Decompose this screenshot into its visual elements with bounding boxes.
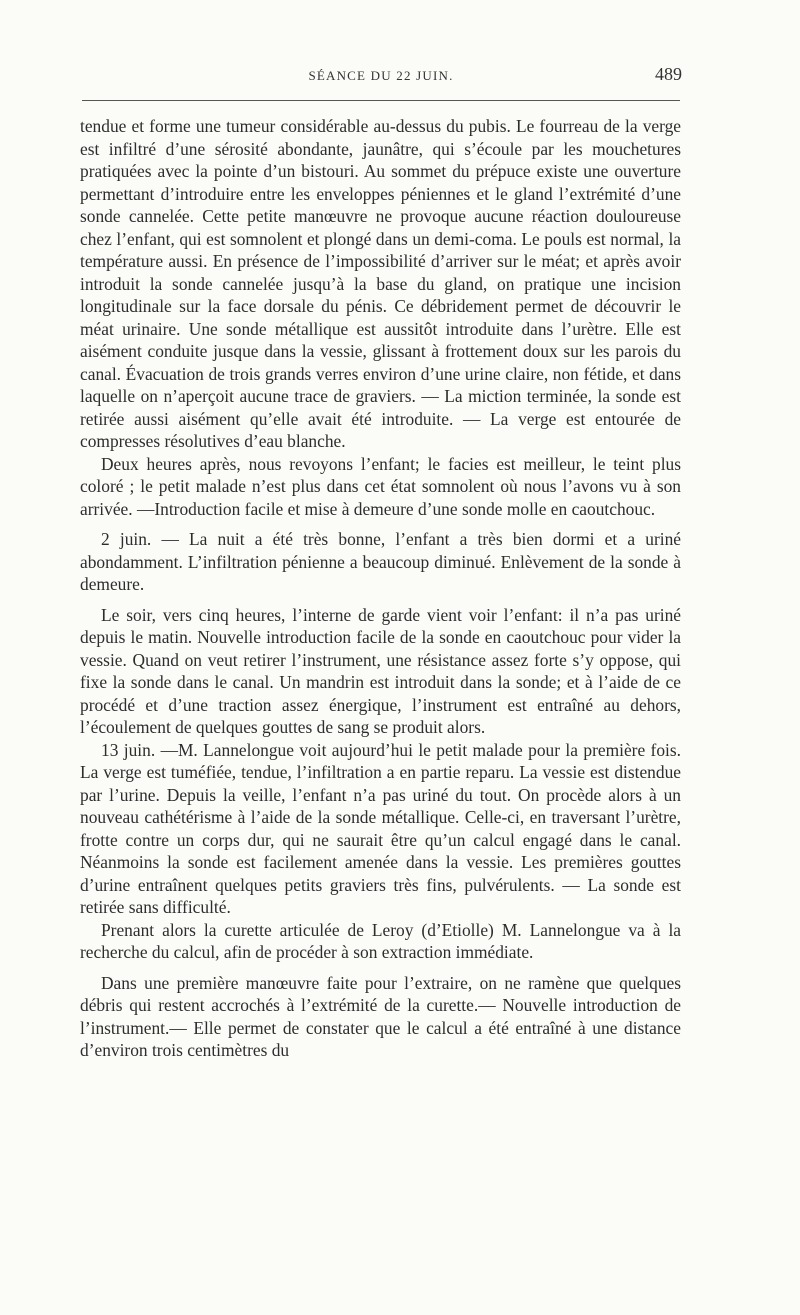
paragraph: Dans une première manœuvre faite pour l’extraire, on ne ramène que quelques débris qui restent accrochés à l’extrémité de la curette.— Nouvelle introduction de l’instrument.— Elle permet de constater que le calcul a été entraîné à une distance d’environ trois centimètres du xyxy=(80,972,681,1060)
paragraph: 2 juin. — La nuit a été très bonne, l’enfant a très bien dormi et a uriné abondamment. L’infiltration pénienne a beaucoup diminué. Enlèvement de la sonde à demeure. xyxy=(80,529,681,594)
running-head: SÉANCE DU 22 JUIN. xyxy=(308,68,454,83)
paragraph: Prenant alors la curette articulée de Leroy (d’Etiolle) M. Lannelongue va à la recherche du calcul, afin de procéder à son extraction immédiate. xyxy=(80,919,681,962)
body-text xyxy=(80,115,681,1062)
paragraph: Deux heures après, nous revoyons l’enfant; le facies est meilleur, le teint plus coloré ; le petit malade n’est plus dans cet état somnolent où nous l’avons vu à son arrivée. —Introduction facile et mise à demeure d’une sonde molle en caoutchouc. xyxy=(80,453,681,519)
header-rule xyxy=(82,100,680,101)
page-number: 489 xyxy=(655,64,682,84)
paragraph: Le soir, vers cinq heures, l’interne de garde vient voir l’enfant: il n’a pas uriné depuis le matin. Nouvelle introduction facile de la sonde en caoutchouc pour vider la vessie. Quand on veut retirer l’instrument, une résistance assez forte s’y oppose, qui fixe la sonde dans le canal. Un mandrin est introduit dans la sonde; et à l’aide de ce procédé et d’une traction assez énergique, l’instrument est entraîné au dehors, l’écoulement de quelques gouttes de sang se produit alors. xyxy=(80,604,681,737)
paragraph: 13 juin. —M. Lannelongue voit aujourd’hui le petit malade pour la première fois. La verge est tuméfiée, tendue, l’infiltration a en partie reparu. La vessie est distendue par l’urine. Depuis la veille, l’enfant n’a pas uriné du tout. On procède alors à un nouveau cathétérisme à l’aide de la sonde métallique. Celle-ci, en traversant l’urètre, frotte contre un corps dur, qui ne saurait être qu’un calcul engagé dans le canal. Néanmoins la sonde est facilement amenée dans la vessie. Les premières gouttes d’urine entraînent quelques petits graviers très fins, pulvérulents. — La sonde est retirée sans difficulté. xyxy=(80,739,681,917)
page-header xyxy=(80,64,682,90)
paragraph: tendue et forme une tumeur considérable au-dessus du pubis. Le fourreau de la verge est infiltré d’une sérosité abondante, jaunâtre, qui s’écoule par les mouchetures pratiquées avec la pointe d’un bistouri. Au sommet du prépuce existe une ouverture permettant d’introduire entre les enveloppes péniennes et le gland l’extrémité d’une sonde cannelée. Cette petite manœuvre ne provoque aucune réaction douloureuse chez l’enfant, qui est somnolent et plongé dans un demi-coma. Le pouls est normal, la température aussi. En présence de l’impossibilité d’arriver sur le méat; et après avoir introduit la sonde cannelée jusqu’à la base du gland, on pratique une incision longitudinale sur la face dorsale du pénis. Ce débridement permet de découvrir le méat urinaire. Une sonde métallique est aussitôt introduite dans l’urètre. Elle est aisément conduite jusque dans la vessie, glissant à frottement doux sur les parois du canal. Évacuation de trois grands verres environ d’une urine claire, non fétide, et dans laquelle on n’aperçoit aucune trace de graviers. — La miction terminée, la sonde est retirée aussi aisément qu’elle avait été introduite. — La verge est entourée de compresses résolutives d’eau blanche. xyxy=(80,116,681,451)
